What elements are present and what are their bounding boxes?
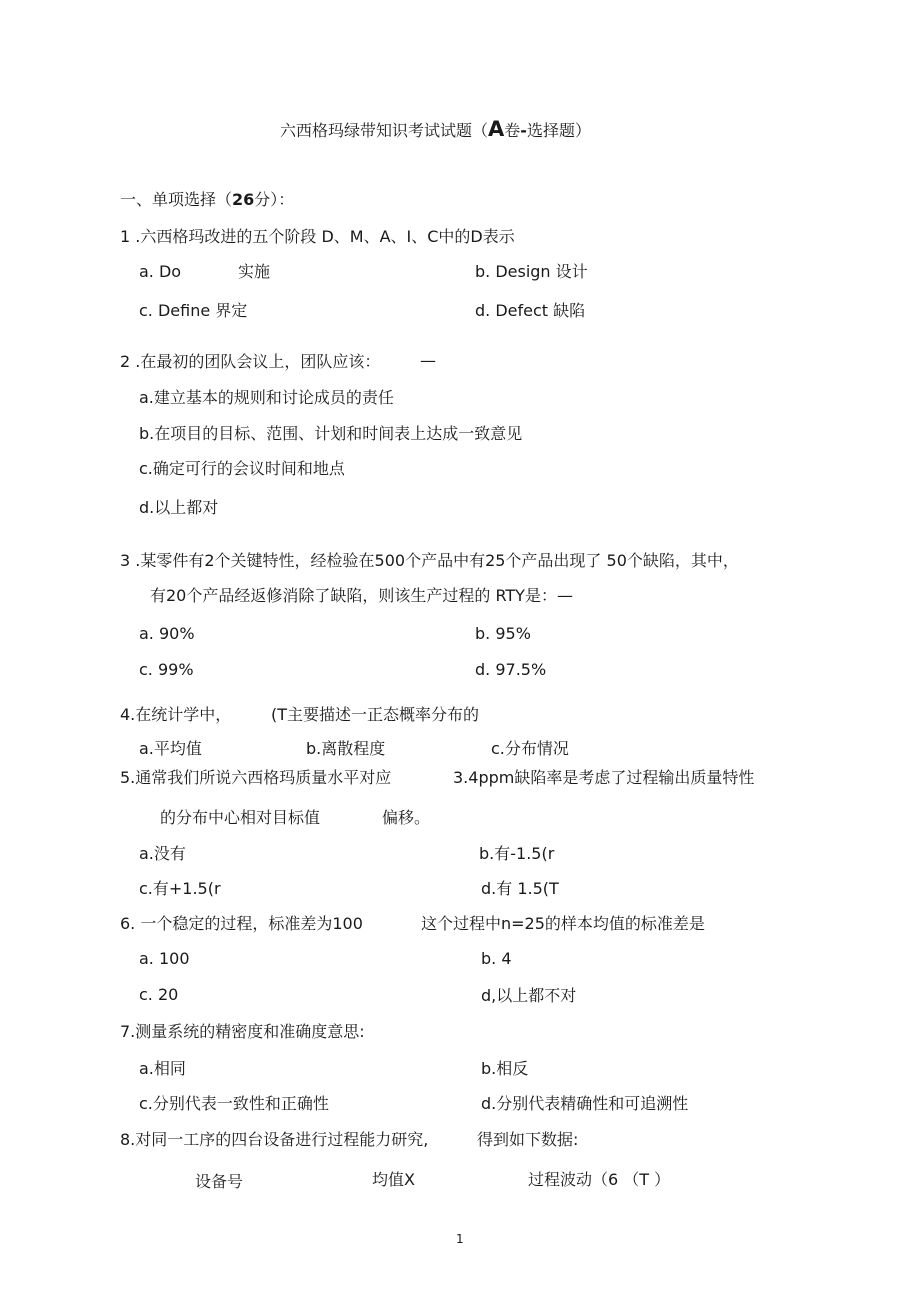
question-5-option-b: b.有-1.5(r [479,844,555,863]
section-score: 26 [232,190,255,209]
question-4-stem-b: (T主要描述一正态概率分布的 [271,705,480,724]
question-5-option-d: d.有 1.5(T [481,879,559,898]
question-7-option-c: c.分别代表一致性和正确性 [139,1094,329,1113]
table-header-variation: 过程波动（6 （T ） [528,1170,671,1189]
question-8-stem-b: 得到如下数据: [477,1130,579,1149]
question-7-option-d: d.分别代表精确性和可追溯性 [481,1094,689,1113]
page-number: 1 [456,1232,464,1246]
question-2-option-c: c.确定可行的会议时间和地点 [139,459,345,478]
question-3-option-a: a. 90% [139,624,195,643]
question-6-stem-b: 这个过程中n=25的样本均值的标准差是 [421,914,705,933]
table-header-device: 设备号 [195,1172,244,1191]
question-3-stem-line2: 有20个产品经返修消除了缺陷，则该生产过程的 RTY是：— [150,586,573,605]
question-5-stem-b: 3.4ppm缺陷率是考虑了过程输出质量特性 [453,768,755,787]
section-prefix: 一、单项选择（ [120,190,233,209]
table-header-mean: 均值X [372,1170,415,1189]
question-7-option-a: a.相同 [139,1059,186,1078]
question-6-option-d: d,以上都不对 [481,986,577,1005]
question-3-option-d: d. 97.5% [475,660,547,679]
question-2-option-b: b.在项目的目标、范围、计划和时间表上达成一致意见 [139,424,523,443]
question-1-option-a-cn: 实施 [238,262,271,281]
question-3-option-b: b. 95% [475,624,531,643]
question-1-stem: 1 .六西格玛改进的五个阶段 D、M、A、I、C中的D表示 [120,227,515,246]
question-1-option-a: a. Do [139,262,182,281]
question-8-stem: 8.对同一工序的四台设备进行过程能力研究, [120,1130,429,1149]
question-6-option-c: c. 20 [139,985,179,1004]
question-6-option-a: a. 100 [139,949,190,968]
section-suffix: 分）： [254,190,295,209]
question-2-option-d: d.以上都对 [139,498,219,517]
title-mid: 卷 [504,121,521,140]
question-4-stem: 4.在统计学中， [120,705,232,724]
question-3-option-c: c. 99% [139,660,194,679]
question-2-stem: 2 .在最初的团队会议上，团队应该： [120,352,381,371]
question-4-option-a: a.平均值 [139,739,202,758]
question-4-option-c: c.分布情况 [491,739,569,758]
question-5-stem: 5.通常我们所说六西格玛质量水平对应 [120,768,392,787]
question-2-blank: — [420,351,436,370]
question-6-option-b: b. 4 [481,949,512,968]
question-7-option-b: b.相反 [481,1059,529,1078]
section-heading [120,190,294,210]
question-2-option-a: a.建立基本的规则和讨论成员的责任 [139,388,394,407]
question-5-stem-line2: 的分布中心相对目标值 [160,808,321,827]
question-1-option-b: b. Design 设计 [475,262,588,281]
question-1-option-c: c. Define 界定 [139,301,248,320]
question-3-stem: 3 .某零件有2个关键特性，经检验在500个产品中有25个产品出现了 50个缺陷，其中， [120,551,739,570]
question-5-stem-line2-b: 偏移。 [382,808,431,827]
title-prefix: 六西格玛绿带知识考试试题（ [280,121,489,140]
title-volume: A [488,117,505,141]
title-dash: - [520,121,527,140]
title-suffix: 选择题） [526,121,591,140]
question-6-stem: 6. 一个稳定的过程，标准差为100 [120,914,363,933]
page-title [280,119,591,141]
question-5-option-a: a.没有 [139,844,186,863]
question-4-option-b: b.离散程度 [306,739,386,758]
question-1-option-d: d. Defect 缺陷 [475,301,586,320]
question-7-stem: 7.测量系统的精密度和准确度意思: [120,1022,365,1041]
question-5-option-c: c.有+1.5(r [139,879,221,898]
